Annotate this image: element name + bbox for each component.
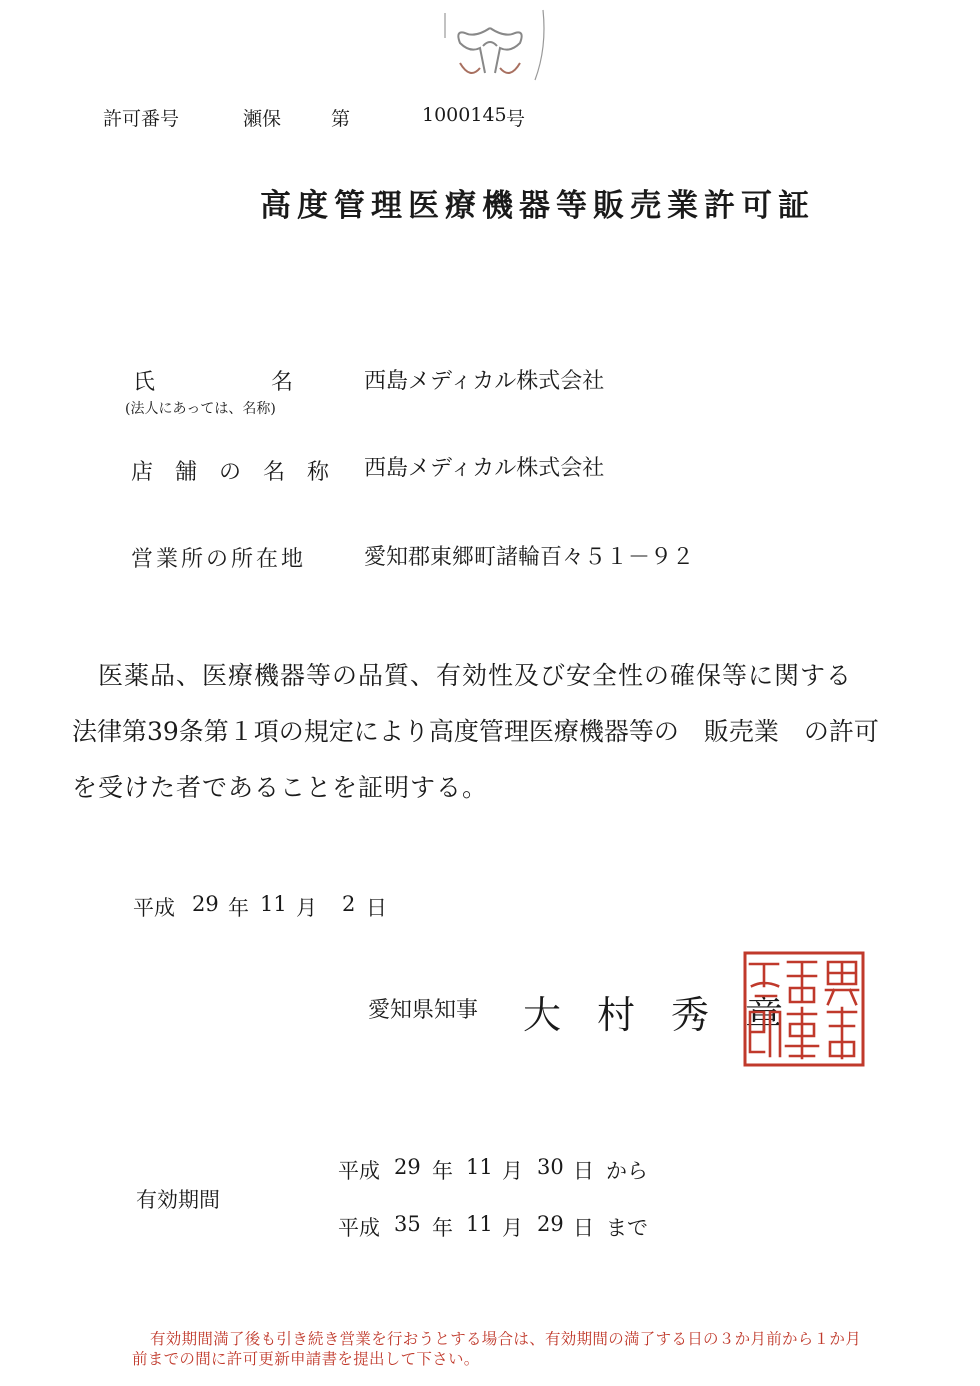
validity-start-era: 平成	[338, 1159, 380, 1183]
document-title: 高度管理医療機器等販売業許可証	[260, 188, 815, 224]
governor-name: 大村秀章	[523, 993, 820, 1037]
validity-start-day-unit: 日	[573, 1159, 594, 1183]
issue-month: 11	[260, 892, 287, 916]
permit-go: 号	[506, 108, 526, 130]
address-label: 営業所の所在地	[131, 547, 307, 572]
name-value: 西島メディカル株式会社	[364, 369, 605, 394]
permit-dai: 第	[331, 108, 351, 130]
validity-end-month: 11	[466, 1212, 493, 1236]
validity-start-suffix: から	[606, 1159, 648, 1183]
validity-start-month: 11	[466, 1155, 493, 1179]
issue-era: 平成	[133, 896, 175, 920]
permit-number-label: 許可番号	[103, 108, 180, 130]
validity-label: 有効期間	[136, 1188, 220, 1212]
name-label: 氏 名	[133, 370, 295, 395]
issue-day-unit: 日	[366, 896, 387, 920]
issue-day: 2	[342, 892, 356, 916]
official-seal-icon	[742, 950, 866, 1068]
validity-end-era: 平成	[338, 1216, 380, 1240]
issue-year-unit: 年	[228, 896, 249, 920]
issue-month-unit: 月	[296, 896, 317, 920]
renewal-notice-line-1: 有効期間満了後も引き続き営業を行おうとする場合は、有効期間の満了する日の３か月前から１か月	[150, 1330, 862, 1348]
governor-title: 愛知県知事	[368, 998, 479, 1023]
validity-end-day-unit: 日	[573, 1216, 594, 1240]
validity-start-year-unit: 年	[432, 1159, 453, 1183]
permit-number: 1000145	[422, 104, 507, 126]
validity-end-year-unit: 年	[432, 1216, 453, 1240]
validity-start-month-unit: 月	[502, 1159, 523, 1183]
body-line-2: 法律第39条第１項の規定により高度管理医療機器等の 販売業 の許可	[72, 717, 879, 746]
permit-office: 瀬保	[243, 108, 282, 130]
issue-year: 29	[192, 892, 219, 916]
validity-end-suffix: まで	[606, 1216, 648, 1240]
validity-start-year: 29	[394, 1155, 421, 1179]
prefecture-emblem-icon	[425, 8, 555, 88]
store-name-label: 店 舗 の 名 称	[131, 460, 330, 485]
validity-start-day: 30	[537, 1155, 564, 1179]
validity-end-day: 29	[537, 1212, 564, 1236]
body-line-1: 医薬品、医療機器等の品質、有効性及び安全性の確保等に関する	[98, 661, 853, 690]
validity-end-month-unit: 月	[502, 1216, 523, 1240]
validity-end-year: 35	[394, 1212, 421, 1236]
store-name-value: 西島メディカル株式会社	[364, 456, 605, 481]
address-value: 愛知郡東郷町諸輪百々５１－９２	[364, 545, 695, 570]
renewal-notice-line-2: 前までの間に許可更新申請書を提出して下さい。	[132, 1350, 480, 1368]
name-sublabel: (法人にあっては、名称)	[125, 401, 276, 417]
body-line-3: を受けた者であることを証明する。	[72, 773, 489, 802]
